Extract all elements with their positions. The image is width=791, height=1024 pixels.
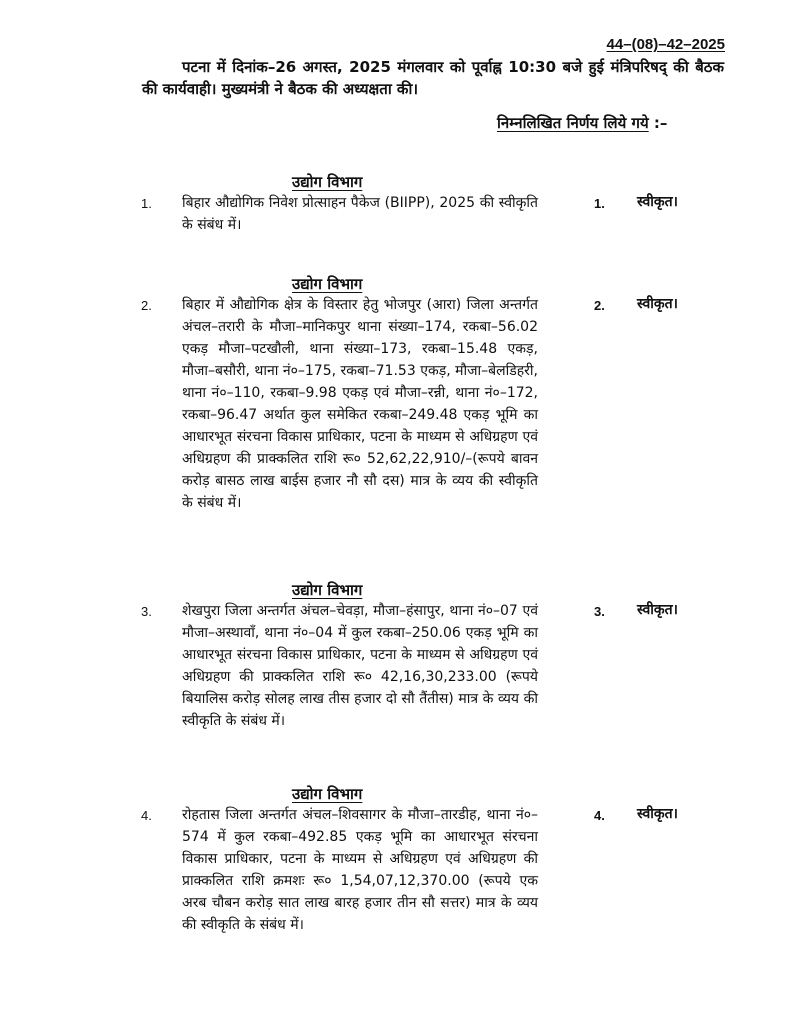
decisions-heading [497, 113, 667, 133]
department-heading: उद्योग विभाग [292, 785, 363, 803]
result-number: 2. [594, 298, 605, 313]
item-text: शेखपुरा जिला अन्तर्गत अंचल–चेवड़ा, मौजा–हंसापुर, थाना नं०–07 एवं मौजा–अस्थावाँ, थाना नं०–04 में कुल रकबा–250.06 एकड़ भूमि का आधारभूत संरचना विकास प्राधिकार, पटना के माध्यम से अधिग्रहण एवं अधिग्रहण की प्राक्कलित राशि रू० 42,16,30,233.00 (रूपये बियालिस करोड़ सोलह लाख तीस हजार दो सौ तैंतीस) मात्र के व्यय की स्वीकृति के संबंध में। [182, 603, 538, 729]
department-heading: उद्योग विभाग [292, 581, 363, 599]
department-heading: उद्योग विभाग [292, 275, 363, 293]
item-text: बिहार में औद्योगिक क्षेत्र के विस्तार हेतु भोजपुर (आरा) जिला अन्तर्गत अंचल–तरारी के मौजा–मानिकपुर थाना संख्या–174, रकबा–56.02 एकड़ मौजा–पटखौली, थाना संख्या–173, रकबा–15.48 एकड़, मौजा–बसौरी, थाना नं०–175, रकबा–71.53 एकड़, मौजा–बेलडिहरी, थाना नं०–110, रकबा–9.98 एकड़ एवं मौजा–रन्नी, थाना नं०–172, रकबा–96.47 अर्थात कुल समेकित रकबा–249.48 एकड़ भूमि का आधारभूत संरचना विकास प्राधिकार, पटना के माध्यम से अधिग्रहण एवं अधिग्रहण की प्राक्कलित राशि रू० 52,62,22,910/–(रूपये बावन करोड़ बासठ लाख बाईस हजार नौ सौ दस) मात्र के व्यय की स्वीकृति के संबंध में। [182, 297, 538, 511]
result-number: 3. [594, 604, 605, 619]
item-number: 4. [141, 808, 152, 823]
result-status: स्वीकृत। [637, 194, 678, 210]
item-number: 1. [141, 196, 152, 211]
department-heading: उद्योग विभाग [292, 173, 363, 191]
result-status: स्वीकृत। [637, 602, 678, 618]
item-text: बिहार औद्योगिक निवेश प्रोत्साहन पैकेज (BIIPP), 2025 की स्वीकृति के संबंध में। [182, 195, 538, 233]
item-number: 3. [141, 604, 152, 619]
item-text: रोहतास जिला अन्तर्गत अंचल–शिवसागर के मौजा–तारडीह, थाना नं०–574 में कुल रकबा–492.85 एकड़ भूमि का आधारभूत संरचना विकास प्राधिकार, पटना के माध्यम से अधिग्रहण एवं अधिग्रहण की प्राक्कलित राशि क्रमशः रू० 1,54,07,12,370.00 (रूपये एक अरब चौबन करोड़ सात लाख बारह हजार तीन सौ सत्तर) मात्र के व्यय की स्वीकृति के संबंध में। [182, 807, 538, 933]
result-status: स्वीकृत। [637, 806, 678, 822]
decisions-heading-suffix: :– [648, 114, 668, 132]
result-status: स्वीकृत। [637, 296, 678, 312]
result-number: 1. [594, 196, 605, 211]
decisions-heading-text: निम्नलिखित निर्णय लिये गये [497, 114, 649, 132]
document-reference: 44–(08)–42–2025 [606, 36, 725, 53]
meeting-intro: पटना में दिनांक–26 अगस्त, 2025 मंगलवार को पूर्वाह्न 10:30 बजे हुई मंत्रिपरिषद् की बैठक की कार्यवाही। मुख्यमंत्री ने बैठक की अध्यक्षता की। [142, 58, 724, 98]
item-number: 2. [141, 298, 152, 313]
result-number: 4. [594, 808, 605, 823]
